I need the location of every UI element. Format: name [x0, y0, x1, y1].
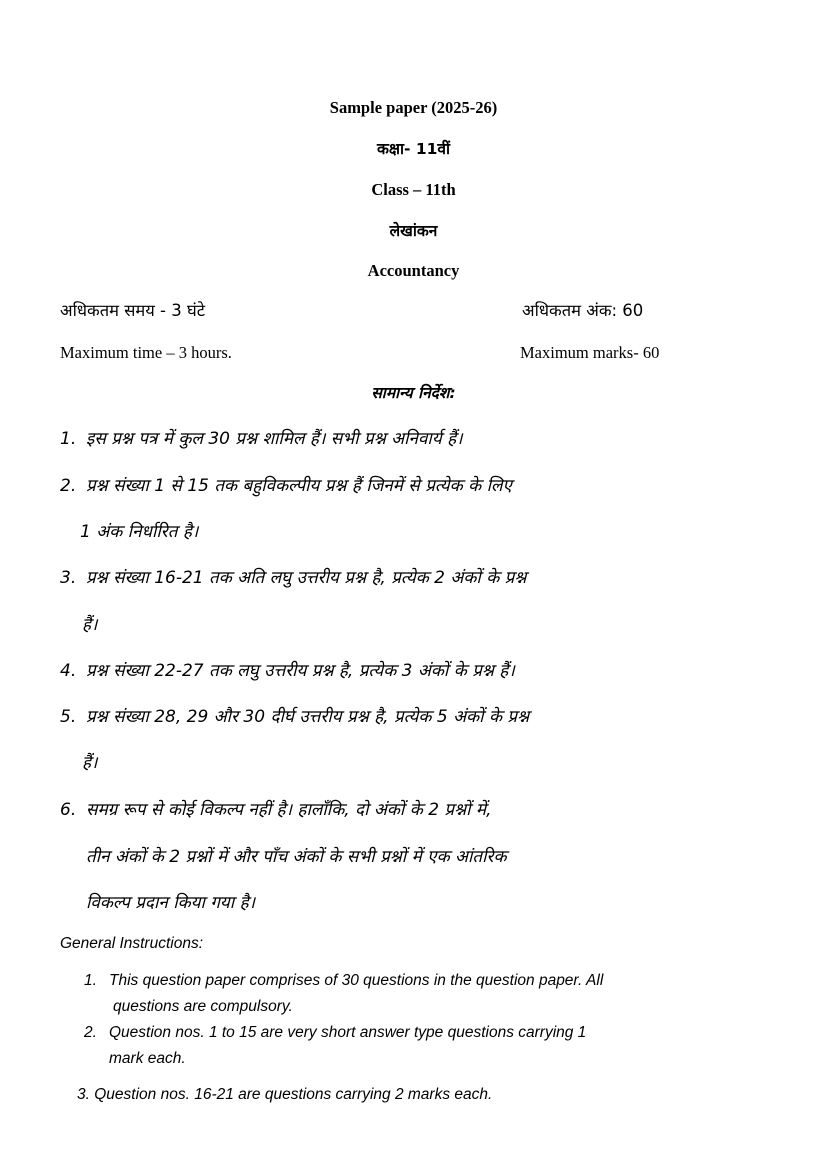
instruction-text: प्रश्न संख्या 16-21 तक अति लघु उत्तरीय प्रश्न है, प्रत्येक 2 अंकों के प्रश्न — [86, 568, 527, 588]
instruction-number: 3. — [60, 568, 77, 588]
instruction-text: प्रश्न संख्या 28, 29 और 30 दीर्घ उत्तरीय प्रश्न है, प्रत्येक 5 अंकों के प्रश्न — [86, 707, 530, 727]
instruction-number: 6. — [60, 800, 77, 820]
general-instruction-2-text: Question nos. 1 to 15 are very short answer type questions carrying 1 — [109, 1024, 587, 1041]
instruction-text: प्रश्न संख्या 22-27 तक लघु उत्तरीय प्रश्न है, प्रत्येक 3 अंकों के प्रश्न हैं। — [86, 661, 515, 681]
general-instruction-2-cont: mark each. — [109, 1050, 186, 1067]
max-marks-hindi: अधिकतम अंक: 60 — [522, 301, 644, 320]
instruction-number: 3. — [77, 1086, 90, 1103]
general-instruction-1-text: This question paper comprises of 30 questions in the question paper. All — [109, 972, 604, 989]
hindi-instruction-6 — [60, 799, 492, 821]
instruction-text: इस प्रश्न पत्र में कुल 30 प्रश्न शामिल हैं। सभी प्रश्न अनिवार्य हैं। — [86, 429, 463, 449]
subject-english: Accountancy — [367, 261, 460, 280]
instruction-text: समग्र रूप से कोई विकल्प नहीं है। हालाँकि, दो अंकों के 2 प्रश्नों में, — [86, 800, 492, 820]
instruction-number: 2. — [60, 476, 77, 496]
max-time-hindi: अधिकतम समय - 3 घंटे — [60, 301, 206, 320]
hindi-instruction-6-cont-2: विकल्प प्रदान किया गया है। — [86, 893, 256, 913]
general-instruction-3 — [77, 1085, 492, 1105]
max-time-english: Maximum time – 3 hours. — [60, 343, 232, 362]
hindi-instruction-2 — [60, 475, 512, 497]
hindi-instruction-6-cont-1: तीन अंकों के 2 प्रश्नों में और पाँच अंकों के सभी प्रश्नों में एक आंतरिक — [86, 847, 507, 867]
hindi-instruction-5-cont: हैं। — [82, 753, 98, 773]
general-instruction-2-number: 2. — [84, 1024, 97, 1041]
hindi-instruction-5 — [60, 706, 529, 728]
hindi-instruction-4 — [60, 660, 515, 682]
general-instructions-heading: General Instructions: — [60, 935, 204, 952]
instruction-text: प्रश्न संख्या 1 से 15 तक बहुविकल्पीय प्रश्न हैं जिनमें से प्रत्येक के लिए — [86, 476, 512, 496]
general-instruction-1-cont: questions are compulsory. — [113, 998, 293, 1015]
paper-title: Sample paper (2025-26) — [329, 98, 498, 117]
hindi-instructions-heading: सामान्य निर्देश: — [371, 384, 456, 402]
instruction-number: 4. — [60, 661, 77, 681]
max-marks-english: Maximum marks- 60 — [520, 343, 660, 362]
hindi-instruction-1 — [60, 428, 463, 450]
hindi-instruction-3-cont: हैं। — [82, 615, 98, 635]
class-english: Class – 11th — [371, 180, 456, 199]
instruction-text: Question nos. 16-21 are questions carrying 2 marks each. — [94, 1086, 493, 1103]
class-hindi: कक्षा- 11वीं — [376, 140, 451, 158]
instruction-number: 1. — [60, 429, 77, 449]
hindi-instruction-2-cont: 1 अंक निर्धारित है। — [80, 522, 199, 542]
instruction-number: 5. — [60, 707, 77, 727]
hindi-instruction-3 — [60, 567, 526, 589]
general-instruction-1-number: 1. — [84, 972, 97, 989]
subject-hindi: लेखांकन — [389, 222, 438, 240]
